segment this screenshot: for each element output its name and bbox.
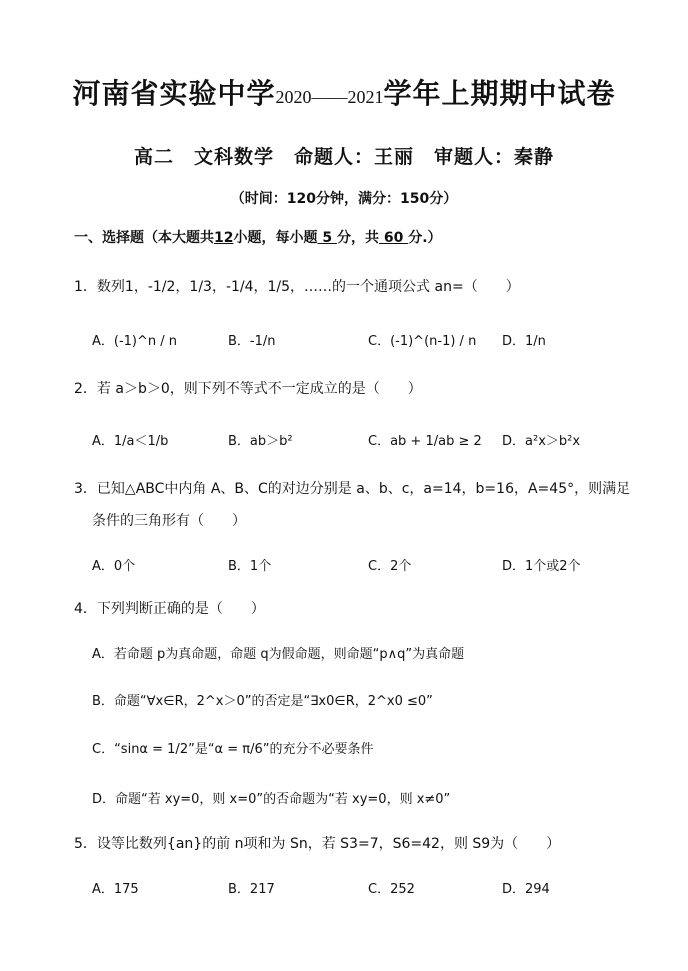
- q1-option-a: A．(-1)^n / n: [92, 334, 178, 349]
- q3-option-d: D．1个或2个: [502, 559, 581, 574]
- q5-option-a: A．175: [92, 882, 139, 897]
- section-count: 12: [214, 230, 234, 246]
- question-4: [74, 598, 265, 618]
- q2-option-b: B．ab＞b²: [228, 434, 293, 449]
- question-1: [74, 276, 520, 296]
- question-number: 2．: [74, 381, 97, 397]
- q5-option-c: C．252: [368, 882, 415, 897]
- q2-option-c: C．ab + 1/ab ≥ 2: [368, 434, 482, 449]
- q4-option-b: B．命题“∀x∈R，2^x＞0”的否定是“∃x0∈R，2^x0 ≤0”: [92, 694, 433, 709]
- q4-option-d: D．命题“若 xy=0，则 x=0”的否命题为“若 xy=0，则 x≠0”: [92, 792, 451, 807]
- question-3: [74, 478, 630, 498]
- title-years: 2020——2021: [275, 87, 384, 107]
- q2-option-d: D．a²x＞b²x: [502, 434, 581, 449]
- question-5: [74, 833, 560, 853]
- question-stem: 设等比数列{an}的前 n项和为 Sn，若 S3=7，S6=42，则 S9为（ ）: [96, 836, 561, 852]
- section-total: 60: [378, 230, 409, 246]
- title-school: 河南省实验中学: [72, 77, 276, 110]
- q5-option-b: B．217: [228, 882, 275, 897]
- q4-option-a: A．若命题 p为真命题，命题 q为假命题，则命题“p∧q”为真命题: [92, 647, 465, 662]
- q1-option-d: D．1/n: [502, 334, 546, 349]
- question-number: 3．: [74, 481, 97, 497]
- q5-option-d: D．294: [502, 882, 550, 897]
- question-number: 4．: [74, 601, 97, 617]
- question-number: 1．: [74, 279, 97, 295]
- q1-option-c: C．(-1)^(n-1) / n: [368, 334, 477, 349]
- question-stem-line1: 已知△ABC中内角 A、B、C的对边分别是 a、b、c，a=14，b=16，A=45°，则满足: [96, 481, 631, 497]
- q2-option-a: A．1/a＜1/b: [92, 434, 169, 449]
- question-stem: 数列1，-1/2，1/3，-1/4，1/5，……的一个通项公式 an=（ ）: [96, 279, 520, 295]
- exam-subtitle: 高二 文科数学 命题人：王丽 审题人：秦静: [133, 146, 554, 168]
- section-suffix: 分.）: [408, 230, 442, 246]
- exam-title: [0, 72, 688, 112]
- question-2: [74, 378, 422, 398]
- section-mid1: 小题，每小题: [233, 230, 318, 246]
- section-points: 5: [317, 230, 337, 246]
- section-prefix: 一、选择题（本大题共: [74, 230, 214, 246]
- section-heading: [74, 227, 442, 247]
- title-term: 学年上期期中试卷: [383, 77, 616, 110]
- q3-option-a: A．0个: [92, 559, 136, 574]
- q1-option-b: B．-1/n: [228, 334, 276, 349]
- exam-info: （时间：120分钟，满分：150分）: [230, 191, 458, 207]
- question-stem: 若 a＞b＞0，则下列不等式不一定成立的是（ ）: [96, 381, 422, 397]
- question-number: 5．: [74, 836, 97, 852]
- q4-option-c: C．“sinα = 1/2”是“α = π/6”的充分不必要条件: [92, 742, 374, 757]
- question-3-line2: 条件的三角形有（ ）: [92, 513, 246, 529]
- section-mid2: 分，共: [336, 230, 379, 246]
- q3-option-b: B．1个: [228, 559, 272, 574]
- question-stem: 下列判断正确的是（ ）: [96, 601, 265, 617]
- q3-option-c: C．2个: [368, 559, 412, 574]
